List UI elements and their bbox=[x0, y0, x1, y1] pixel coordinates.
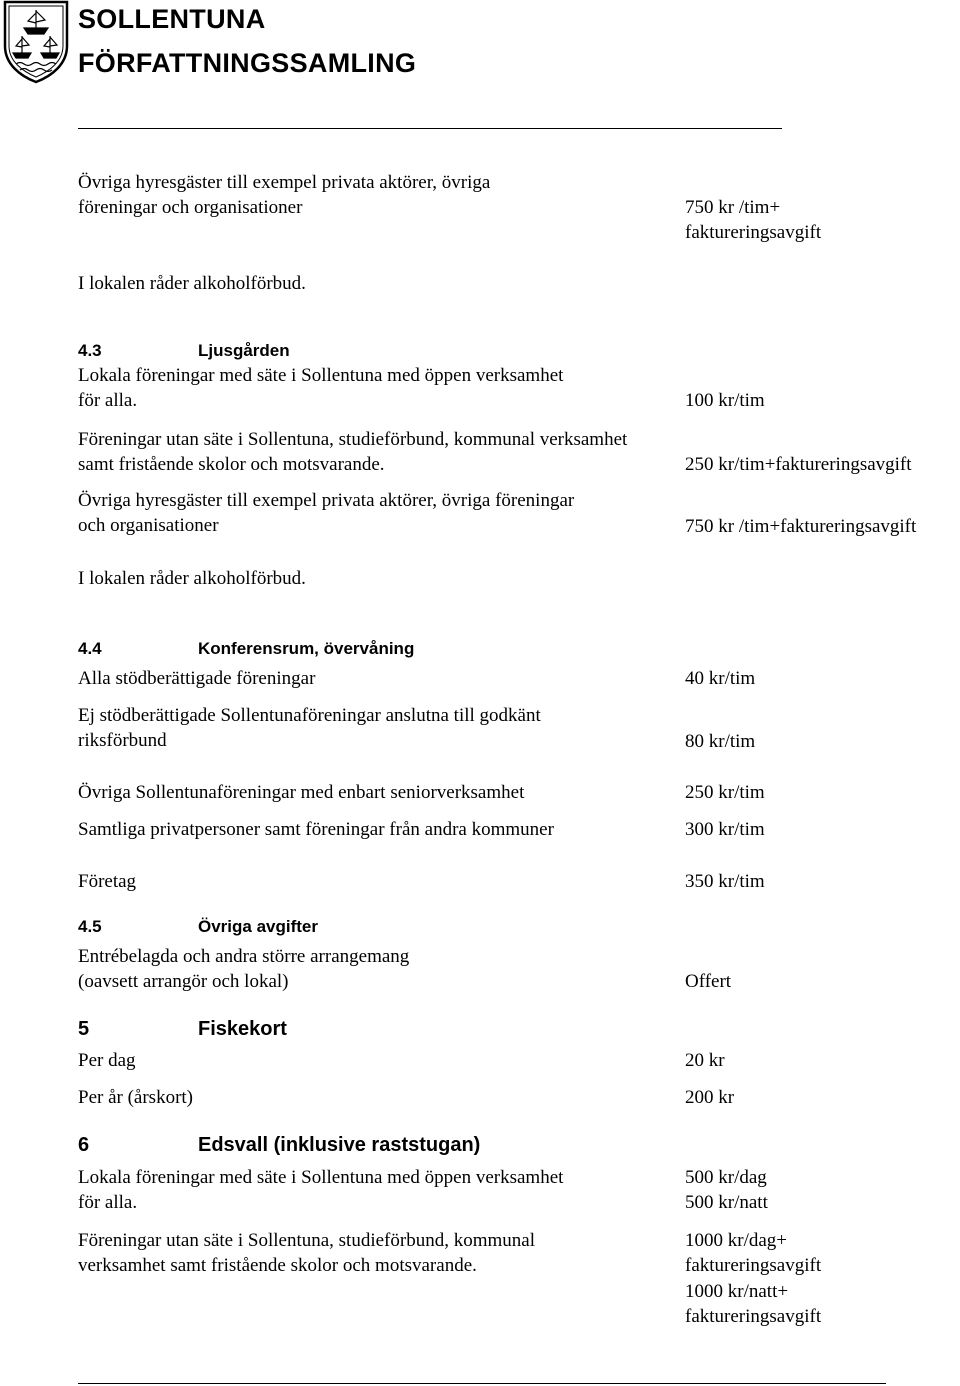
s44-row5-label: Företag bbox=[78, 871, 137, 892]
s43-row1-line1: Lokala föreningar med säte i Sollentuna med öppen verksamhet bbox=[78, 365, 564, 386]
header-title-line1: SOLLENTUNA bbox=[78, 4, 266, 34]
s43-row3-price: 750 kr /tim+faktureringsavgift bbox=[685, 516, 917, 537]
s44-row1-label: Alla stödberättigade föreningar bbox=[78, 668, 316, 689]
s43-row1-line2: för alla. bbox=[78, 390, 138, 411]
header-divider bbox=[78, 128, 782, 129]
s43-row3-line2: och organisationer bbox=[78, 515, 219, 536]
s44-row5-price: 350 kr/tim bbox=[685, 871, 765, 892]
s44-row1-price: 40 kr/tim bbox=[685, 668, 756, 689]
s43-row3-line1: Övriga hyresgäster till exempel privata aktörer, övriga föreningar bbox=[78, 490, 575, 511]
s43-row2-line1: Föreningar utan säte i Sollentuna, studieförbund, kommunal verksamhet bbox=[78, 429, 628, 450]
s6-row2-line1: Föreningar utan säte i Sollentuna, studieförbund, kommunal bbox=[78, 1230, 535, 1251]
s6-row2-price1: 1000 kr/dag+ bbox=[685, 1230, 788, 1251]
s44-row3-label: Övriga Sollentunaföreningar med enbart seniorverksamhet bbox=[78, 782, 525, 803]
section-4-3-title: Ljusgården bbox=[198, 341, 290, 360]
header-title-line2: FÖRFATTNINGSSAMLING bbox=[78, 48, 417, 78]
s45-row1-price: Offert bbox=[685, 971, 732, 992]
s43-row2-line2: samt fristående skolor och motsvarande. bbox=[78, 454, 385, 475]
top-price-line2: faktureringsavgift bbox=[685, 222, 822, 243]
s44-row3-price: 250 kr/tim bbox=[685, 782, 765, 803]
s44-row4-price: 300 kr/tim bbox=[685, 819, 765, 840]
s6-row2-price2: faktureringsavgift bbox=[685, 1255, 822, 1276]
section-5-title: Fiskekort bbox=[198, 1018, 287, 1040]
s5-row2-label: Per år (årskort) bbox=[78, 1087, 194, 1108]
footer-divider bbox=[78, 1383, 886, 1384]
s45-row1-line2: (oavsett arrangör och lokal) bbox=[78, 971, 289, 992]
top-label-line2: föreningar och organisationer bbox=[78, 197, 303, 218]
top-note: I lokalen råder alkoholförbud. bbox=[78, 273, 306, 294]
section-4-4-number: 4.4 bbox=[78, 639, 102, 658]
s45-row1-line1: Entrébelagda och andra större arrangemang bbox=[78, 946, 410, 967]
s44-row2-line1: Ej stödberättigade Sollentunaföreningar anslutna till godkänt bbox=[78, 705, 541, 726]
s6-row1-line2: för alla. bbox=[78, 1192, 138, 1213]
s43-note: I lokalen råder alkoholförbud. bbox=[78, 568, 306, 589]
section-5-number: 5 bbox=[78, 1018, 90, 1040]
s5-row2-price: 200 kr bbox=[685, 1087, 735, 1108]
s5-row1-price: 20 kr bbox=[685, 1050, 725, 1071]
section-4-3-number: 4.3 bbox=[78, 341, 102, 360]
section-4-5-number: 4.5 bbox=[78, 917, 102, 936]
section-6-title: Edsvall (inklusive raststugan) bbox=[198, 1134, 481, 1156]
s5-row1-label: Per dag bbox=[78, 1050, 136, 1071]
coat-of-arms-logo bbox=[2, 0, 70, 84]
s6-row2-price3: 1000 kr/natt+ bbox=[685, 1281, 789, 1302]
top-label-line1: Övriga hyresgäster till exempel privata aktörer, övriga bbox=[78, 172, 491, 193]
section-4-5-title: Övriga avgifter bbox=[198, 917, 318, 936]
s6-row1-line1: Lokala föreningar med säte i Sollentuna med öppen verksamhet bbox=[78, 1167, 564, 1188]
s6-row2-line2: verksamhet samt fristående skolor och motsvarande. bbox=[78, 1255, 477, 1276]
s43-row1-price: 100 kr/tim bbox=[685, 390, 765, 411]
s44-row4-label: Samtliga privatpersoner samt föreningar från andra kommuner bbox=[78, 819, 554, 840]
top-price-line1: 750 kr /tim+ bbox=[685, 197, 781, 218]
s6-row1-price2: 500 kr/natt bbox=[685, 1192, 768, 1213]
s44-row2-price: 80 kr/tim bbox=[685, 731, 756, 752]
section-6-number: 6 bbox=[78, 1134, 90, 1156]
s6-row1-price1: 500 kr/dag bbox=[685, 1167, 767, 1188]
s6-row2-price4: faktureringsavgift bbox=[685, 1306, 822, 1327]
section-4-4-title: Konferensrum, övervåning bbox=[198, 639, 415, 658]
s44-row2-line2: riksförbund bbox=[78, 730, 167, 751]
s43-row2-price: 250 kr/tim+faktureringsavgift bbox=[685, 454, 912, 475]
